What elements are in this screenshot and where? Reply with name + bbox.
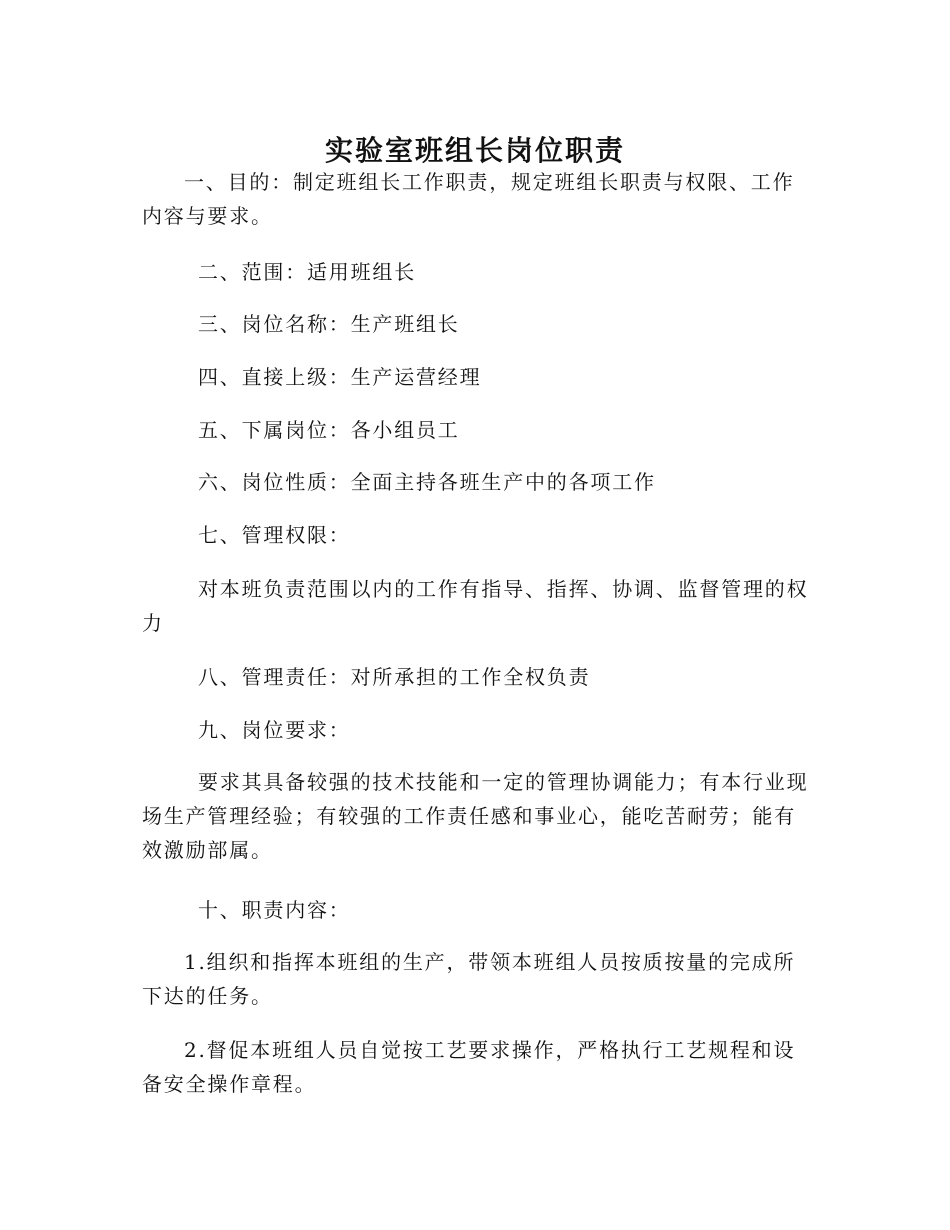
paragraph-position-name: 三、岗位名称：生产班组长 — [198, 312, 460, 336]
paragraph-authority-content: 对本班负责范围以内的工作有指导、指挥、协调、监督管理的权力 — [142, 577, 809, 635]
paragraph-responsibility: 八、管理责任：对所承担的工作全权负责 — [198, 665, 591, 689]
paragraph-subordinates: 五、下属岗位：各小组员工 — [198, 418, 460, 442]
paragraph-authority-heading: 七、管理权限： — [198, 523, 351, 547]
paragraph-duty-1: 1.组织和指挥本班组的生产，带领本班组人员按质按量的完成所下达的任务。 — [142, 950, 796, 1008]
paragraph-scope: 二、范围：适用班组长 — [198, 260, 416, 284]
paragraph-position-nature: 六、岗位性质：全面主持各班生产中的各项工作 — [198, 470, 656, 494]
paragraph-direct-superior: 四、直接上级：生产运营经理 — [198, 365, 482, 389]
paragraph-requirements-content: 要求其具备较强的技术技能和一定的管理协调能力；有本行业现场生产管理经验；有较强的工作责任感和事业心，能吃苦耐劳；能有效激励部属。 — [142, 770, 809, 862]
paragraph-duty-2: 2.督促本班组人员自觉按工艺要求操作，严格执行工艺规程和设备安全操作章程。 — [142, 1038, 796, 1096]
paragraph-purpose: 一、目的：制定班组长工作职责，规定班组长职责与权限、工作内容与要求。 — [142, 170, 795, 228]
document-title: 实验室班组长岗位职责 — [324, 133, 625, 167]
paragraph-duties-heading: 十、职责内容： — [198, 898, 351, 922]
paragraph-requirements-heading: 九、岗位要求： — [198, 718, 351, 742]
